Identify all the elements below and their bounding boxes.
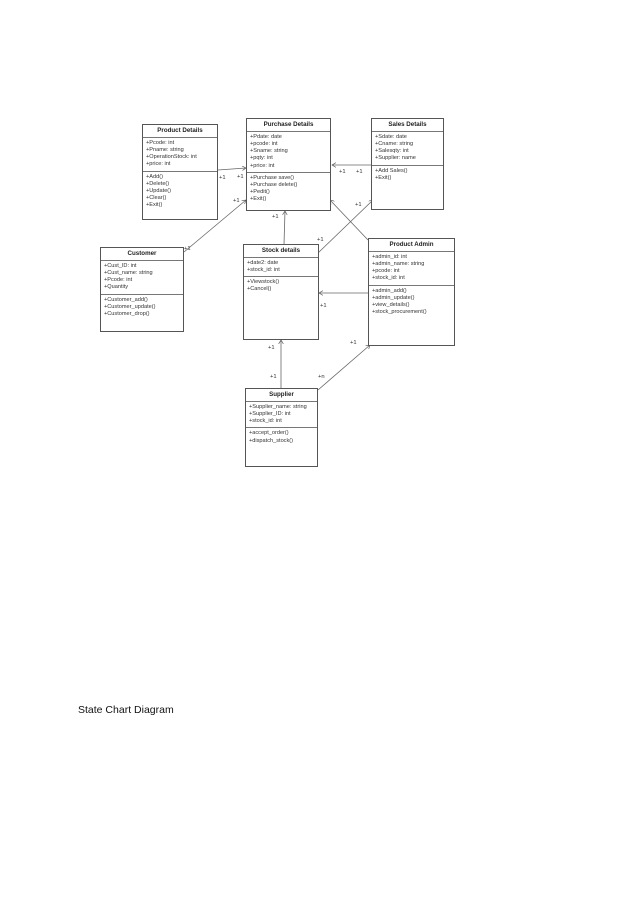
methods-section xyxy=(247,173,330,206)
attributes-section xyxy=(372,132,443,166)
attribute: +Cust_ID: int xyxy=(104,262,137,269)
class-customer xyxy=(100,247,184,332)
mult-pd-purchase-right: +1 xyxy=(237,174,244,180)
mult-customer-end: +1 xyxy=(184,246,191,252)
method: +admin_add() xyxy=(372,287,407,294)
mult-supplier-stock-top: +1 xyxy=(268,345,275,351)
method: +Customer_add() xyxy=(104,296,148,303)
attribute: +Sname: string xyxy=(250,148,288,155)
attributes-section xyxy=(247,132,330,173)
class-name: Sales Details xyxy=(372,119,443,132)
attribute: +price: int xyxy=(146,161,171,168)
method: +Add() xyxy=(146,173,163,180)
attribute: +Salesqty: int xyxy=(375,148,409,155)
class-name: Purchase Details xyxy=(247,119,330,132)
attribute: +OperationStock: int xyxy=(146,154,197,161)
class-name: Stock details xyxy=(244,245,318,258)
attribute: +Supplier_name: string xyxy=(249,403,307,410)
attribute: +Pname: string xyxy=(146,147,184,154)
class-supplier xyxy=(245,388,318,467)
attributes-section xyxy=(101,261,183,295)
method: +Exit() xyxy=(375,174,392,181)
attribute: +pcode: int xyxy=(372,268,400,275)
attribute: +Supplier: name xyxy=(375,155,416,162)
method: +stock_procurement() xyxy=(372,309,427,316)
attribute: +pqty: int xyxy=(250,155,273,162)
attribute: +Cust_name: string xyxy=(104,270,153,277)
mult-purchase-sales-right: +1 xyxy=(356,169,363,175)
method: +Clear() xyxy=(146,195,167,202)
method: +Delete() xyxy=(146,180,170,187)
method: +Customer_drop() xyxy=(104,311,150,318)
method: +Exit() xyxy=(146,202,163,209)
method: +dispatch_stock() xyxy=(249,437,293,444)
attribute: +Pdate: date xyxy=(250,133,282,140)
methods-section xyxy=(369,286,454,319)
mult-stock-sales-start: +1 xyxy=(317,237,324,243)
attribute: +date2: date xyxy=(247,259,279,266)
class-name: Customer xyxy=(101,248,183,261)
methods-section xyxy=(101,295,183,321)
attribute: +Sdate: date xyxy=(375,133,407,140)
attributes-section xyxy=(246,402,317,429)
method: +Exit() xyxy=(250,196,267,203)
attribute: +Pcode: int xyxy=(146,139,175,146)
method: +Cancel() xyxy=(247,286,272,293)
class-stock-details xyxy=(243,244,319,340)
mult-stock-sales-end: +1 xyxy=(355,202,362,208)
method: +Purchase save() xyxy=(250,174,294,181)
methods-section xyxy=(244,277,318,295)
class-product-details xyxy=(142,124,218,220)
class-name: Product Admin xyxy=(369,239,454,252)
attribute: +Quantity xyxy=(104,284,129,291)
section-caption: State Chart Diagram xyxy=(78,704,174,716)
attributes-section xyxy=(143,138,217,172)
attribute: +price: int xyxy=(250,162,275,169)
class-purchase-details xyxy=(246,118,331,211)
attribute: +Pcode: int xyxy=(104,277,133,284)
mult-supplier-admin-end: +1 xyxy=(350,340,357,346)
method: +Purchase delete() xyxy=(250,182,298,189)
assoc-supplier-admin xyxy=(318,345,370,390)
method: +view_details() xyxy=(372,302,410,309)
mult-pd-purchase-left: +1 xyxy=(219,175,226,181)
method: +Pedit() xyxy=(250,189,270,196)
attribute: +stock_id: int xyxy=(247,267,280,274)
attribute: +Supplier_ID: int xyxy=(249,411,291,418)
method: +Update() xyxy=(146,188,172,195)
attribute: +stock_id: int xyxy=(372,275,405,282)
mult-stock-purchase-end: +1 xyxy=(272,214,279,220)
method: +Add Sales() xyxy=(375,167,408,174)
attributes-section xyxy=(244,258,318,277)
methods-section xyxy=(143,172,217,212)
assoc-productdetails-purchase xyxy=(218,168,246,170)
assoc-admin-purchase xyxy=(330,200,368,240)
mult-purchase-sales-left: +1 xyxy=(339,169,346,175)
methods-section xyxy=(372,166,443,184)
class-name: Product Details xyxy=(143,125,217,138)
attribute: +stock_id: int xyxy=(249,418,282,425)
class-name: Supplier xyxy=(246,389,317,402)
method: +Viewstock() xyxy=(247,279,280,286)
mult-customer-purchase-end: +1 xyxy=(233,198,240,204)
method: +accept_order() xyxy=(249,430,289,437)
methods-section xyxy=(246,428,317,446)
method: +Customer_update() xyxy=(104,303,156,310)
attribute: +admin_name: string xyxy=(372,261,425,268)
mult-supplier-admin-start: +n xyxy=(318,374,325,380)
class-product-admin xyxy=(368,238,455,346)
class-sales-details xyxy=(371,118,444,210)
attributes-section xyxy=(369,252,454,286)
assoc-stock-purchase xyxy=(284,211,285,244)
mult-supplier-stock-bottom: +1 xyxy=(270,374,277,380)
attribute: +pcode: int xyxy=(250,141,278,148)
attribute: +Cname: string xyxy=(375,141,414,148)
method: +admin_update() xyxy=(372,294,415,301)
attribute: +admin_id: int xyxy=(372,253,407,260)
mult-admin-stock-end: +1 xyxy=(320,303,327,309)
